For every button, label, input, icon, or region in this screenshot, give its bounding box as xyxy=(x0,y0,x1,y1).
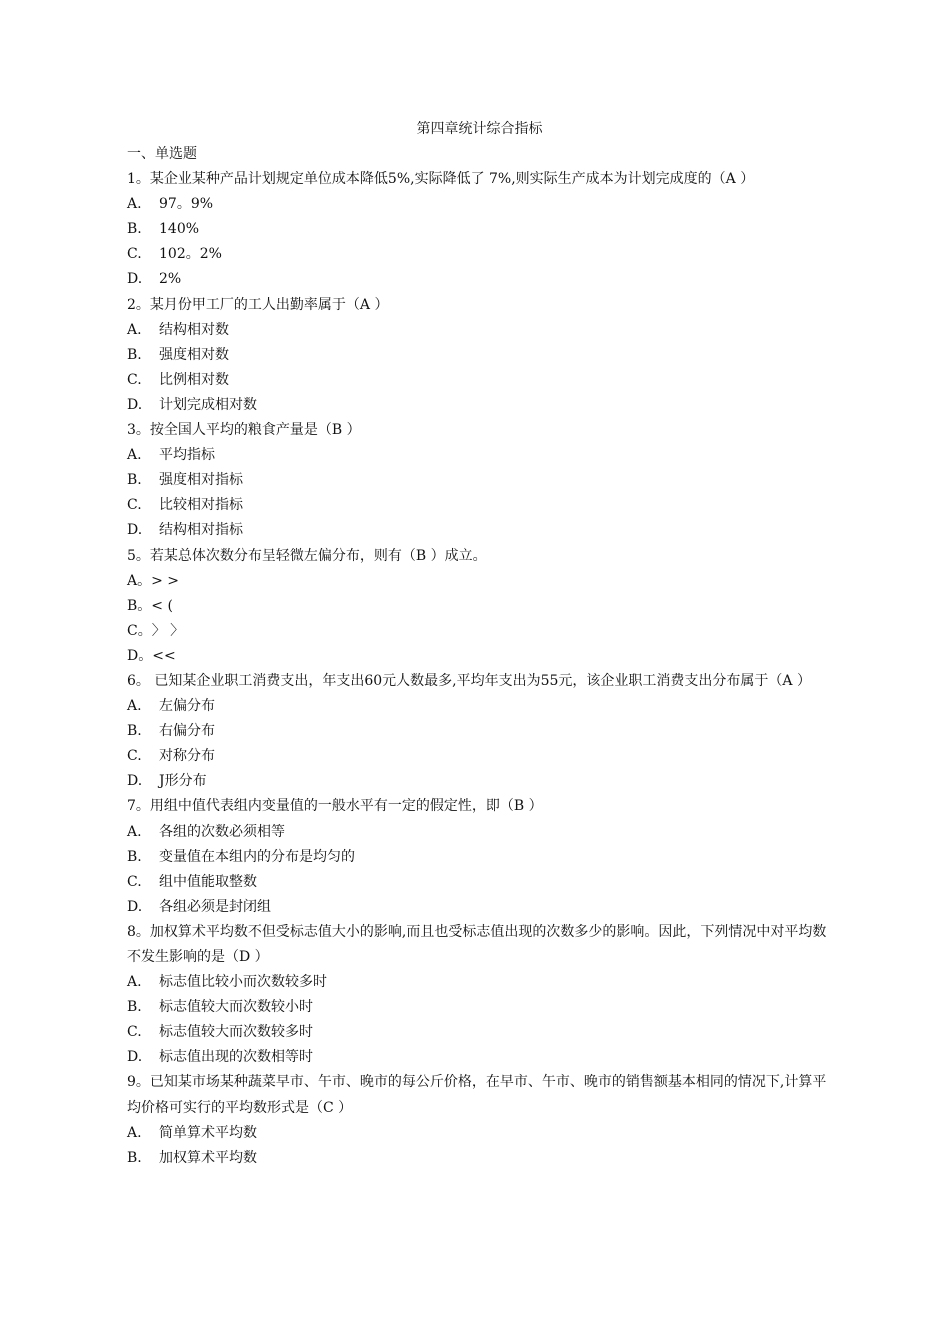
option-letter: A. xyxy=(127,321,142,338)
answer-option xyxy=(127,468,832,493)
option-letter: B。 xyxy=(127,597,152,614)
option-text: 简单算术平均数 xyxy=(159,1124,257,1141)
option-text: 强度相对指标 xyxy=(159,472,243,489)
option-text: 标志值较大而次数较小时 xyxy=(159,999,313,1016)
answer-option xyxy=(127,995,832,1020)
answer-option xyxy=(127,644,832,669)
question-stem: 8。加权算术平均数不但受标志值大小的影响,而且也受标志值出现的次数多少的影响。因此，下列情况中对平均数不发生影响的是（D ） xyxy=(127,923,827,965)
question-block xyxy=(127,418,832,543)
answer-option xyxy=(127,569,832,594)
answer-option xyxy=(127,744,832,769)
option-letter: A. xyxy=(127,196,142,213)
answer-option xyxy=(127,870,832,895)
option-text: 结构相对数 xyxy=(159,321,229,338)
option-text: J形分布 xyxy=(159,773,207,790)
option-letter: D. xyxy=(127,898,143,915)
answer-option xyxy=(127,393,832,418)
option-letter: C. xyxy=(127,371,142,388)
answer-option xyxy=(127,719,832,744)
option-text: 计划完成相对数 xyxy=(159,396,257,413)
answer-option xyxy=(127,970,832,995)
answer-option xyxy=(127,518,832,543)
document-title: 第四章统计综合指标 xyxy=(416,121,543,137)
option-letter: C. xyxy=(127,873,142,890)
answer-option xyxy=(127,1020,832,1045)
question-stem: 3。按全国人平均的粮食产量是（B ） xyxy=(127,422,361,439)
option-letter: A. xyxy=(127,823,142,840)
answer-option xyxy=(127,343,832,368)
option-letter: B. xyxy=(127,999,142,1016)
answer-option xyxy=(127,368,832,393)
option-text: 标志值出现的次数相等时 xyxy=(159,1049,313,1066)
option-letter: C. xyxy=(127,748,142,765)
answer-option xyxy=(127,619,832,644)
answer-option xyxy=(127,192,832,217)
question-stem: 6。 已知某企业职工消费支出，年支出60元人数最多,平均年支出为55元，该企业职工消费支出分布属于（A ） xyxy=(127,672,811,689)
question-block xyxy=(127,167,832,292)
option-letter: D. xyxy=(127,396,143,413)
option-letter: B. xyxy=(127,346,142,363)
option-text: 〉 〉 xyxy=(151,622,185,639)
option-text: 97。9% xyxy=(159,196,214,213)
answer-option xyxy=(127,443,832,468)
option-text: 各组的次数必须相等 xyxy=(159,823,285,840)
option-text: > > xyxy=(151,572,180,589)
answer-option xyxy=(127,694,832,719)
answer-option xyxy=(127,820,832,845)
option-text: 标志值较大而次数较多时 xyxy=(159,1024,313,1041)
option-letter: A。 xyxy=(127,572,152,589)
question-list xyxy=(127,167,832,1171)
option-letter: B. xyxy=(127,472,142,489)
answer-option xyxy=(127,895,832,920)
question-block xyxy=(127,669,832,794)
question-block xyxy=(127,293,832,418)
option-letter: A. xyxy=(127,447,142,464)
option-text: 右偏分布 xyxy=(159,723,215,740)
question-block xyxy=(127,794,832,919)
answer-option xyxy=(127,318,832,343)
option-letter: D. xyxy=(127,522,143,539)
answer-option xyxy=(127,769,832,794)
option-text: 2% xyxy=(159,271,182,288)
option-letter: B. xyxy=(127,221,142,238)
option-letter: A. xyxy=(127,974,142,991)
option-text: 标志值比较小而次数较多时 xyxy=(159,974,327,991)
option-letter: D. xyxy=(127,773,143,790)
option-letter: D. xyxy=(127,1049,143,1066)
option-letter: C. xyxy=(127,246,142,263)
option-text: 比例相对数 xyxy=(159,371,229,388)
option-text: 比较相对指标 xyxy=(159,497,243,514)
option-letter: D. xyxy=(127,271,143,288)
option-letter: B. xyxy=(127,848,142,865)
question-block xyxy=(127,920,832,1071)
answer-option xyxy=(127,267,832,292)
option-letter: A. xyxy=(127,1124,142,1141)
question-stem: 5。若某总体次数分布呈轻微左偏分布，则有（B ）成立。 xyxy=(127,547,487,564)
section-heading: 一、单选题 xyxy=(127,146,197,162)
option-text: 左偏分布 xyxy=(159,698,215,715)
option-text: << xyxy=(152,647,176,664)
option-text: 140% xyxy=(159,221,200,238)
question-block xyxy=(127,544,832,669)
option-text: 结构相对指标 xyxy=(159,522,243,539)
answer-option xyxy=(127,242,832,267)
answer-option xyxy=(127,1146,832,1171)
option-text: 平均指标 xyxy=(159,447,215,464)
question-stem: 7。用组中值代表组内变量值的一般水平有一定的假定性，即（B ） xyxy=(127,798,543,815)
answer-option xyxy=(127,1121,832,1146)
option-letter: D。 xyxy=(127,647,153,664)
question-block xyxy=(127,1070,832,1170)
option-letter: A. xyxy=(127,698,142,715)
option-letter: C。 xyxy=(127,622,152,639)
option-text: 变量值在本组内的分布是均匀的 xyxy=(159,848,355,865)
option-letter: C. xyxy=(127,1024,142,1041)
document-page xyxy=(127,117,832,1171)
answer-option xyxy=(127,493,832,518)
option-text: 组中值能取整数 xyxy=(159,873,257,890)
question-stem: 9。已知某市场某种蔬菜早市、午市、晚市的每公斤价格，在早市、午市、晚市的销售额基本相同的情况下,计算平均价格可实行的平均数形式是（C ） xyxy=(127,1074,827,1116)
option-text: 102。2% xyxy=(159,246,222,263)
question-stem: 2。某月份甲工厂的工人出勤率属于（A ） xyxy=(127,296,389,313)
option-text: 强度相对数 xyxy=(159,346,229,363)
option-letter: B. xyxy=(127,1149,142,1166)
answer-option xyxy=(127,1045,832,1070)
option-text: 各组必须是封闭组 xyxy=(159,898,271,915)
answer-option xyxy=(127,217,832,242)
option-letter: C. xyxy=(127,497,142,514)
option-letter: B. xyxy=(127,723,142,740)
answer-option xyxy=(127,594,832,619)
question-stem: 1。某企业某种产品计划规定单位成本降低5%,实际降低了 7%,则实际生产成本为计划完成度的（A ） xyxy=(127,171,755,188)
option-text: < ( xyxy=(151,597,173,614)
answer-option xyxy=(127,845,832,870)
option-text: 对称分布 xyxy=(159,748,215,765)
option-text: 加权算术平均数 xyxy=(159,1149,257,1166)
